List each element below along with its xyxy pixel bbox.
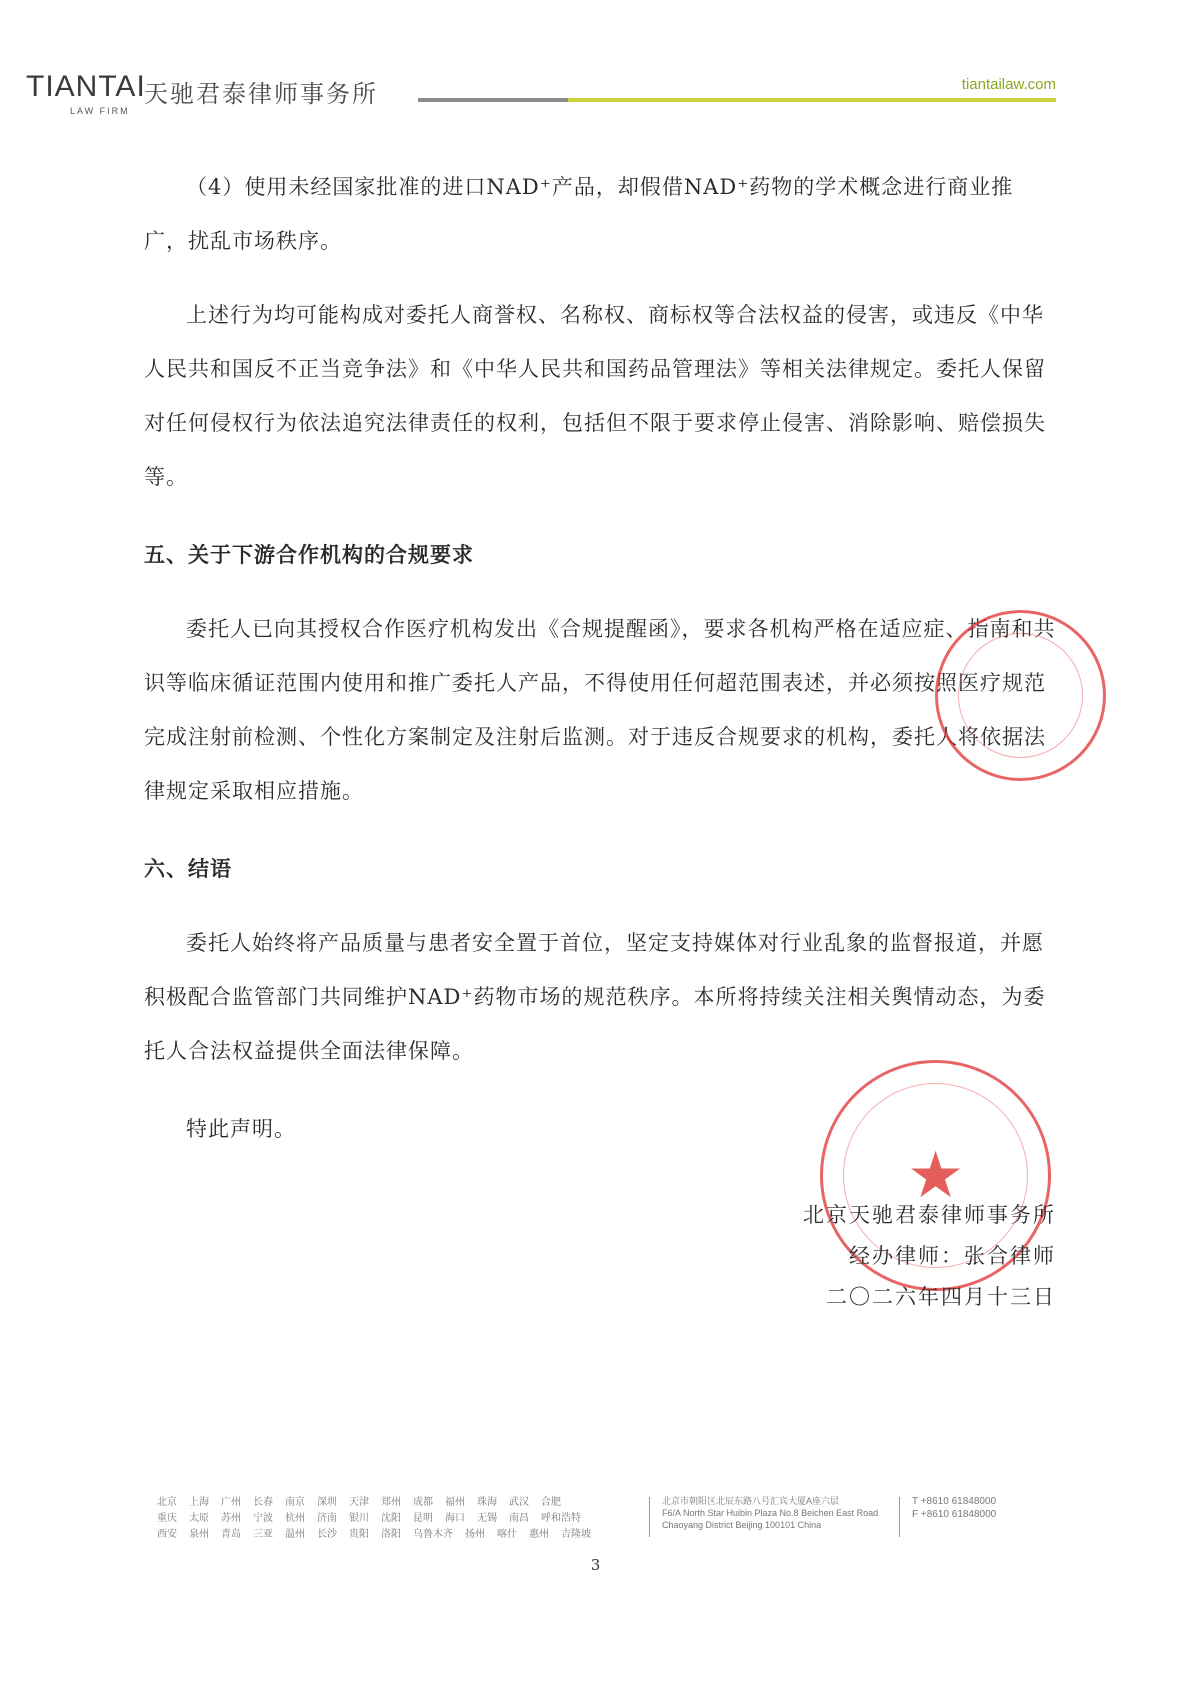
- office-address: [662, 1495, 892, 1531]
- office-city: 银川: [349, 1513, 369, 1524]
- office-cities: [157, 1495, 637, 1543]
- office-city: 成都: [413, 1497, 433, 1508]
- office-city: 海口: [445, 1513, 465, 1524]
- office-city: 苏州: [221, 1513, 241, 1524]
- office-city: 长春: [253, 1497, 273, 1508]
- section-heading-6: 六、结语: [144, 856, 232, 881]
- office-city: 杭州: [285, 1513, 305, 1524]
- office-city: 武汉: [509, 1497, 529, 1508]
- page-number: 3: [590, 1556, 601, 1574]
- firm-website[interactable]: tiantailaw.com: [961, 76, 1056, 93]
- office-city: 喀什: [497, 1529, 517, 1540]
- signature-firm: 北京天驰君泰律师事务所: [803, 1203, 1056, 1227]
- signature-block: [803, 1195, 1056, 1318]
- letterhead: [26, 64, 1056, 114]
- office-city: 西安: [157, 1529, 177, 1540]
- office-city: 南昌: [509, 1513, 529, 1524]
- paragraph-item-4: （4）使用未经国家批准的进口NAD⁺产品，却假借NAD⁺药物的学术概念进行商业推广，扰乱市场秩序。: [144, 175, 1014, 253]
- paragraph-conclusion: 委托人始终将产品质量与患者安全置于首位，坚定支持媒体对行业乱象的监督报道，并愿积极配合监管部门共同维护NAD⁺药物市场的规范秩序。本所将持续关注相关舆情动态，为委托人合法权益提供全面法律保障。: [144, 931, 1046, 1063]
- signature-date: 二〇二六年四月十三日: [826, 1285, 1056, 1309]
- seal-inner-ring: [958, 633, 1083, 758]
- cities-row: [157, 1527, 637, 1543]
- firm-logo-cn: 天驰君泰律师事务所: [144, 80, 378, 108]
- office-city: 三亚: [253, 1529, 273, 1540]
- office-city: 扬州: [465, 1529, 485, 1540]
- office-city: 天津: [349, 1497, 369, 1508]
- signature-lawyer: 经办律师：张合律师: [849, 1244, 1056, 1268]
- seal-star-icon: ★: [906, 1138, 965, 1213]
- cities-row: [157, 1495, 637, 1511]
- office-city: 青岛: [221, 1529, 241, 1540]
- office-city: 上海: [189, 1497, 209, 1508]
- contact-numbers: [912, 1495, 996, 1521]
- section-heading-5: 五、关于下游合作机构的合规要求: [144, 542, 474, 567]
- address-en-line2: Chaoyang District Beijing 100101 China: [662, 1520, 822, 1530]
- office-city: 呼和浩特: [541, 1513, 581, 1524]
- paragraph-declaration: 特此声明。: [186, 1117, 296, 1141]
- office-city: 合肥: [541, 1497, 561, 1508]
- telephone: T +8610 61848000: [912, 1496, 997, 1507]
- firm-seal-partial: [935, 610, 1106, 781]
- office-city: 南京: [285, 1497, 305, 1508]
- document-body: [144, 160, 1056, 1176]
- footer-divider: [899, 1497, 900, 1537]
- office-city: 北京: [157, 1497, 177, 1508]
- paragraph-compliance: 委托人已向其授权合作医疗机构发出《合规提醒函》，要求各机构严格在适应症、指南和共识等临床循证范围内使用和推广委托人产品，不得使用任何超范围表述，并必须按照医疗规范完成注射前检测、个性化方案制定及注射后监测。对于违反合规要求的机构，委托人将依据法律规定采取相应措施。: [144, 617, 1056, 803]
- office-city: 泉州: [189, 1529, 209, 1540]
- firm-logo-en: TIANTAI: [26, 70, 146, 103]
- firm-logo-subtitle: LAW FIRM: [70, 106, 130, 116]
- office-city: 乌鲁木齐: [413, 1529, 453, 1540]
- header-rule-green: [568, 98, 1056, 102]
- office-city: 太原: [189, 1513, 209, 1524]
- office-city: 吉隆坡: [561, 1529, 591, 1540]
- address-en-line1: F6/A North Star Huibin Plaza No.8 Beichen East Road: [662, 1508, 879, 1518]
- office-city: 长沙: [317, 1529, 337, 1540]
- office-city: 贵阳: [349, 1529, 369, 1540]
- fax: F +8610 61848000: [912, 1509, 997, 1520]
- office-city: 惠州: [529, 1529, 549, 1540]
- paragraph-infringement: 上述行为均可能构成对委托人商誉权、名称权、商标权等合法权益的侵害，或违反《中华人民共和国反不正当竞争法》和《中华人民共和国药品管理法》等相关法律规定。委托人保留对任何侵权行为依法追究法律责任的权利，包括但不限于要求停止侵害、消除影响、赔偿损失等。: [144, 303, 1046, 489]
- office-city: 珠海: [477, 1497, 497, 1508]
- office-city: 温州: [285, 1529, 305, 1540]
- office-city: 郑州: [381, 1497, 401, 1508]
- cities-row: [157, 1511, 637, 1527]
- header-rule-grey: [418, 98, 568, 102]
- office-city: 深圳: [317, 1497, 337, 1508]
- office-city: 重庆: [157, 1513, 177, 1524]
- office-city: 洛阳: [381, 1529, 401, 1540]
- address-cn: 北京市朝阳区北辰东路八号汇宾大厦A座六层: [662, 1496, 840, 1506]
- office-city: 广州: [221, 1497, 241, 1508]
- office-city: 昆明: [413, 1513, 433, 1524]
- office-city: 济南: [317, 1513, 337, 1524]
- office-city: 宁波: [253, 1513, 273, 1524]
- office-city: 无锡: [477, 1513, 497, 1524]
- office-city: 沈阳: [381, 1513, 401, 1524]
- footer-divider: [649, 1497, 650, 1537]
- office-city: 福州: [445, 1497, 465, 1508]
